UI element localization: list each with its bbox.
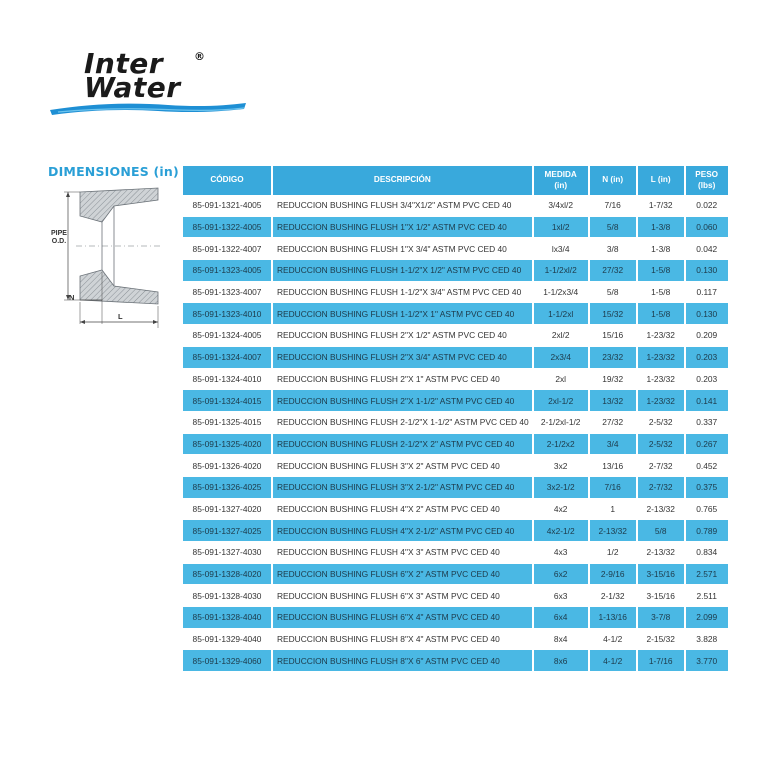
cell-codigo: 85-091-1323-4007 — [183, 282, 271, 304]
cell-l: 3-15/16 — [638, 585, 684, 607]
cell-codigo: 85-091-1323-4010 — [183, 303, 271, 325]
cell-medida: 1-1/2xl/2 — [534, 260, 588, 282]
cell-peso: 0.209 — [686, 325, 728, 347]
cell-codigo: 85-091-1321-4005 — [183, 195, 271, 217]
header-peso-label: PESO — [695, 170, 719, 180]
cell-n: 7/16 — [590, 195, 636, 217]
cell-medida: 1-1/2xl — [534, 303, 588, 325]
cell-codigo: 85-091-1324-4010 — [183, 369, 271, 391]
cell-n: 19/32 — [590, 369, 636, 391]
cell-codigo: 85-091-1323-4005 — [183, 260, 271, 282]
cell-medida: 2xl — [534, 369, 588, 391]
cell-medida: 2-1/2xl-1/2 — [534, 412, 588, 434]
cell-medida: 4x2 — [534, 499, 588, 521]
cell-medida: 3x2 — [534, 455, 588, 477]
cell-codigo: 85-091-1324-4007 — [183, 347, 271, 369]
cell-n: 2-1/32 — [590, 585, 636, 607]
cell-n: 15/32 — [590, 303, 636, 325]
cell-n: 2-9/16 — [590, 564, 636, 586]
cell-l: 1-23/32 — [638, 369, 684, 391]
cell-descripcion: REDUCCION BUSHING FLUSH 2"X 1/2" ASTM PVC CED 40 — [273, 325, 532, 347]
header-descripcion: DESCRIPCIÓN — [273, 166, 532, 195]
cell-descripcion: REDUCCION BUSHING FLUSH 2-1/2"X 2" ASTM PVC CED 40 — [273, 434, 532, 456]
table-row — [183, 585, 728, 607]
table-row — [183, 412, 728, 434]
cell-n: 15/16 — [590, 325, 636, 347]
cell-peso: 0.203 — [686, 347, 728, 369]
cell-peso: 0.060 — [686, 217, 728, 239]
cell-codigo: 85-091-1322-4007 — [183, 238, 271, 260]
cell-descripcion: REDUCCION BUSHING FLUSH 2"X 3/4" ASTM PVC CED 40 — [273, 347, 532, 369]
cell-descripcion: REDUCCION BUSHING FLUSH 1"X 3/4" ASTM PVC CED 40 — [273, 238, 532, 260]
cell-medida: 4x2-1/2 — [534, 520, 588, 542]
cell-descripcion: REDUCCION BUSHING FLUSH 2"X 1" ASTM PVC CED 40 — [273, 369, 532, 391]
cell-codigo: 85-091-1329-4060 — [183, 650, 271, 672]
cell-n: 7/16 — [590, 477, 636, 499]
header-l: L (in) — [638, 166, 684, 195]
table-row — [183, 499, 728, 521]
cell-descripcion: REDUCCION BUSHING FLUSH 1"X 1/2" ASTM PVC CED 40 — [273, 217, 532, 239]
cell-medida: 2-1/2x2 — [534, 434, 588, 456]
bushing-diagram — [50, 182, 170, 332]
cell-codigo: 85-091-1327-4025 — [183, 520, 271, 542]
cell-descripcion: REDUCCION BUSHING FLUSH 3"X 2" ASTM PVC CED 40 — [273, 455, 532, 477]
cell-n: 3/8 — [590, 238, 636, 260]
cell-codigo: 85-091-1328-4040 — [183, 607, 271, 629]
cell-n: 4-1/2 — [590, 650, 636, 672]
pipe-label: PIPE — [51, 230, 67, 237]
cell-codigo: 85-091-1327-4020 — [183, 499, 271, 521]
cell-l: 3-7/8 — [638, 607, 684, 629]
cell-codigo: 85-091-1326-4025 — [183, 477, 271, 499]
cell-l: 1-5/8 — [638, 282, 684, 304]
cell-n: 13/16 — [590, 455, 636, 477]
cell-descripcion: REDUCCION BUSHING FLUSH 2"X 1-1/2" ASTM PVC CED 40 — [273, 390, 532, 412]
table-row — [183, 520, 728, 542]
cell-medida: 4x3 — [534, 542, 588, 564]
cell-descripcion: REDUCCION BUSHING FLUSH 4"X 3" ASTM PVC CED 40 — [273, 542, 532, 564]
cell-l: 1-3/8 — [638, 238, 684, 260]
cell-medida: 6x4 — [534, 607, 588, 629]
cell-medida: 3x2-1/2 — [534, 477, 588, 499]
cell-peso: 0.130 — [686, 260, 728, 282]
table-row — [183, 303, 728, 325]
cell-medida: 6x2 — [534, 564, 588, 586]
cell-n: 4-1/2 — [590, 629, 636, 651]
cell-medida: 2x3/4 — [534, 347, 588, 369]
header-medida — [534, 166, 588, 195]
cell-l: 2-7/32 — [638, 477, 684, 499]
water-swoosh-icon — [48, 100, 248, 118]
od-label: O.D. — [51, 237, 67, 245]
cell-codigo: 85-091-1327-4030 — [183, 542, 271, 564]
cell-n: 1 — [590, 499, 636, 521]
table-body — [183, 195, 728, 672]
cell-codigo: 85-091-1325-4015 — [183, 412, 271, 434]
table-row — [183, 325, 728, 347]
cell-peso: 2.099 — [686, 607, 728, 629]
table-row — [183, 347, 728, 369]
cell-codigo: 85-091-1326-4020 — [183, 455, 271, 477]
cell-descripcion: REDUCCION BUSHING FLUSH 3"X 2-1/2" ASTM PVC CED 40 — [273, 477, 532, 499]
cell-l: 2-7/32 — [638, 455, 684, 477]
table-row — [183, 390, 728, 412]
cell-peso: 0.452 — [686, 455, 728, 477]
table-row — [183, 238, 728, 260]
cell-codigo: 85-091-1328-4020 — [183, 564, 271, 586]
cell-l: 1-3/8 — [638, 217, 684, 239]
inter-water-logo — [48, 48, 248, 122]
cell-descripcion: REDUCCION BUSHING FLUSH 4"X 2" ASTM PVC CED 40 — [273, 499, 532, 521]
registered-mark: ® — [194, 50, 205, 63]
l-dimension-label: L — [118, 312, 123, 321]
cell-medida: lx3/4 — [534, 238, 588, 260]
cell-medida: 2xl-1/2 — [534, 390, 588, 412]
cell-n: 1-13/16 — [590, 607, 636, 629]
header-medida-unit: (in) — [554, 180, 568, 190]
cell-descripcion: REDUCCION BUSHING FLUSH 6"X 3" ASTM PVC CED 40 — [273, 585, 532, 607]
cell-codigo: 85-091-1322-4005 — [183, 217, 271, 239]
header-n: N (in) — [590, 166, 636, 195]
logo-text-inter: Inter — [84, 47, 164, 80]
cell-peso: 0.042 — [686, 238, 728, 260]
table-row — [183, 260, 728, 282]
table-row — [183, 564, 728, 586]
cell-n: 5/8 — [590, 282, 636, 304]
cell-peso: 2.511 — [686, 585, 728, 607]
cell-medida: 1xl/2 — [534, 217, 588, 239]
cell-l: 1-7/16 — [638, 650, 684, 672]
header-medida-label: MEDIDA — [544, 170, 577, 180]
table-row — [183, 607, 728, 629]
table-row — [183, 650, 728, 672]
cell-peso: 0.765 — [686, 499, 728, 521]
table-row — [183, 455, 728, 477]
table-row — [183, 477, 728, 499]
cell-n: 5/8 — [590, 217, 636, 239]
cell-peso: 0.117 — [686, 282, 728, 304]
cell-l: 1-23/32 — [638, 390, 684, 412]
cell-descripcion: REDUCCION BUSHING FLUSH 8"X 4" ASTM PVC CED 40 — [273, 629, 532, 651]
table-header-row — [183, 166, 728, 195]
cell-peso: 0.789 — [686, 520, 728, 542]
table-row — [183, 195, 728, 217]
n-dimension-label: N — [69, 293, 75, 302]
cell-medida: 3/4xl/2 — [534, 195, 588, 217]
header-peso-unit: (lbs) — [698, 180, 716, 190]
cell-codigo: 85-091-1329-4040 — [183, 629, 271, 651]
cell-n: 23/32 — [590, 347, 636, 369]
cell-medida: 1-1/2x3/4 — [534, 282, 588, 304]
cell-peso: 0.375 — [686, 477, 728, 499]
cell-peso: 0.203 — [686, 369, 728, 391]
dimensions-table — [181, 166, 730, 672]
logo-text-water: Water — [84, 71, 181, 104]
cell-peso: 0.267 — [686, 434, 728, 456]
cell-n: 13/32 — [590, 390, 636, 412]
table-row — [183, 282, 728, 304]
table-row — [183, 369, 728, 391]
dimensions-title: DIMENSIONES (in) — [48, 164, 179, 179]
cell-peso: 3.828 — [686, 629, 728, 651]
cell-codigo: 85-091-1328-4030 — [183, 585, 271, 607]
cell-codigo: 85-091-1324-4005 — [183, 325, 271, 347]
table-row — [183, 434, 728, 456]
cell-descripcion: REDUCCION BUSHING FLUSH 6"X 2" ASTM PVC CED 40 — [273, 564, 532, 586]
cell-peso: 0.834 — [686, 542, 728, 564]
header-codigo: CÓDIGO — [183, 166, 271, 195]
cell-peso: 0.130 — [686, 303, 728, 325]
cell-l: 1-7/32 — [638, 195, 684, 217]
cell-descripcion: REDUCCION BUSHING FLUSH 1-1/2"X 1" ASTM PVC CED 40 — [273, 303, 532, 325]
cell-n: 2-13/32 — [590, 520, 636, 542]
cell-l: 1-5/8 — [638, 303, 684, 325]
cell-medida: 6x3 — [534, 585, 588, 607]
pipe-od-label — [51, 230, 67, 245]
table-row — [183, 629, 728, 651]
cell-l: 5/8 — [638, 520, 684, 542]
cell-l: 2-15/32 — [638, 629, 684, 651]
cell-l: 2-5/32 — [638, 412, 684, 434]
cell-descripcion: REDUCCION BUSHING FLUSH 1-1/2"X 1/2" ASTM PVC CED 40 — [273, 260, 532, 282]
cell-descripcion: REDUCCION BUSHING FLUSH 3/4"X1/2" ASTM PVC CED 40 — [273, 195, 532, 217]
cell-n: 27/32 — [590, 412, 636, 434]
cell-l: 2-5/32 — [638, 434, 684, 456]
table-row — [183, 542, 728, 564]
cell-l: 1-5/8 — [638, 260, 684, 282]
cell-l: 1-23/32 — [638, 347, 684, 369]
cell-descripcion: REDUCCION BUSHING FLUSH 4"X 2-1/2" ASTM PVC CED 40 — [273, 520, 532, 542]
cell-n: 27/32 — [590, 260, 636, 282]
cell-descripcion: REDUCCION BUSHING FLUSH 1-1/2"X 3/4" ASTM PVC CED 40 — [273, 282, 532, 304]
cell-peso: 2.571 — [686, 564, 728, 586]
cell-l: 3-15/16 — [638, 564, 684, 586]
cell-peso: 0.022 — [686, 195, 728, 217]
cell-descripcion: REDUCCION BUSHING FLUSH 6"X 4" ASTM PVC CED 40 — [273, 607, 532, 629]
cell-peso: 0.141 — [686, 390, 728, 412]
cell-l: 2-13/32 — [638, 542, 684, 564]
cell-codigo: 85-091-1324-4015 — [183, 390, 271, 412]
cell-codigo: 85-091-1325-4020 — [183, 434, 271, 456]
cell-descripcion: REDUCCION BUSHING FLUSH 8"X 6" ASTM PVC CED 40 — [273, 650, 532, 672]
header-peso — [686, 166, 728, 195]
cell-peso: 3.770 — [686, 650, 728, 672]
cell-medida: 8x4 — [534, 629, 588, 651]
cell-descripcion: REDUCCION BUSHING FLUSH 2-1/2"X 1-1/2" ASTM PVC CED 40 — [273, 412, 532, 434]
cell-l: 2-13/32 — [638, 499, 684, 521]
cell-medida: 2xl/2 — [534, 325, 588, 347]
cell-n: 3/4 — [590, 434, 636, 456]
table-row — [183, 217, 728, 239]
cell-l: 1-23/32 — [638, 325, 684, 347]
cell-peso: 0.337 — [686, 412, 728, 434]
cell-medida: 8x6 — [534, 650, 588, 672]
cell-n: 1/2 — [590, 542, 636, 564]
